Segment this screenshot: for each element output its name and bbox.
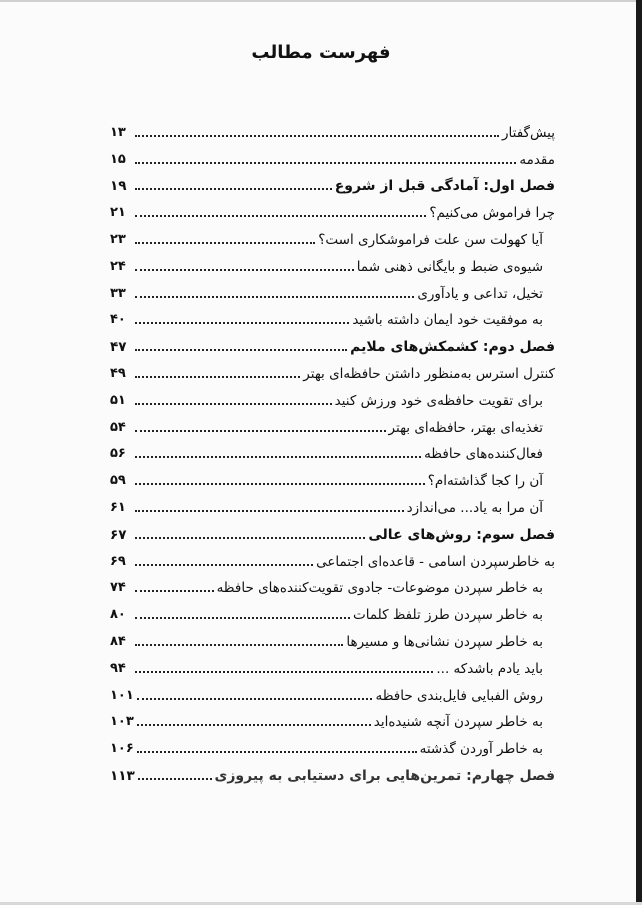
toc-entry[interactable] [110, 410, 555, 437]
toc-entry[interactable] [110, 651, 555, 678]
toc-entry-title: به خاطر سپردن موضوعات- جادوی تقویت‌کننده‌های حافظه [216, 580, 543, 597]
toc-entry-title: آیا کهولت سن علت فراموشکاری است؟ [318, 231, 543, 248]
dot-leader [135, 590, 214, 592]
toc-entry[interactable] [110, 142, 555, 169]
toc-entry-title: به خاطرسپردن اسامی - قاعده‌ای اجتماعی [316, 553, 555, 570]
dot-leader [135, 322, 349, 324]
toc-entry[interactable] [110, 624, 555, 651]
dot-leader [135, 510, 404, 512]
toc-entry-title: فصل دوم: کشمکش‌های ملایم [350, 339, 555, 356]
toc-page-number: ۱۹ [110, 178, 127, 195]
toc-entry[interactable] [110, 195, 555, 222]
toc-entry[interactable] [110, 222, 555, 249]
toc-entry[interactable] [110, 597, 555, 624]
toc-page-number: ۴۰ [110, 312, 126, 328]
page-top-edge [0, 0, 642, 2]
toc-page-number: ۲۴ [110, 258, 126, 274]
toc-entry-title: پیش‌گفتار [501, 124, 555, 141]
dot-leader [135, 269, 354, 271]
toc-page-number: ۵۶ [110, 446, 126, 462]
page-title: فهرست مطالب [251, 42, 391, 63]
toc-entry-title: تخیل، تداعی و یادآوری [417, 285, 543, 302]
toc-entry-title: کنترل استرس به‌منظور داشتن حافظه‌ای بهتر [303, 365, 555, 382]
dot-leader [138, 778, 212, 780]
dot-leader [135, 456, 421, 458]
toc-entry-title: فعال‌کننده‌های حافظه [424, 446, 543, 463]
toc-page-number: ۱۰۱ [110, 687, 134, 703]
toc-entry-title: فصل سوم: روش‌های عالی [368, 526, 555, 543]
dot-leader [135, 483, 425, 485]
toc-entry[interactable] [110, 571, 555, 598]
dot-leader [137, 724, 371, 726]
toc-entry[interactable] [110, 115, 555, 142]
toc-entry[interactable] [110, 249, 555, 276]
toc-page-number: ۲۳ [110, 231, 126, 247]
toc-entry-title: فصل اول: آمادگی قبل از شروع [334, 178, 555, 195]
toc-entry[interactable] [110, 437, 555, 464]
toc-page-number: ۴۷ [110, 339, 127, 356]
toc-page-number: ۴۹ [110, 365, 126, 381]
toc-entry-title: به خاطر سپردن طرز تلفظ کلمات [353, 607, 543, 624]
toc-entry-title: مقدمه [519, 151, 555, 168]
dot-leader [135, 671, 433, 673]
toc-page-number: ۸۴ [110, 633, 126, 649]
dot-leader [135, 537, 365, 539]
toc-entry-title: به موفقیت خود ایمان داشته باشید [352, 312, 543, 329]
dot-leader [135, 376, 300, 378]
toc-entry-title: آن مرا به یاد... می‌اندازد [406, 499, 543, 516]
toc-page-number: ۷۴ [110, 580, 126, 596]
toc-entry-title: آن را کجا گذاشته‌ام؟ [427, 473, 543, 490]
toc-entry-title: تغذیه‌ای بهتر، حافظه‌ای بهتر [388, 419, 543, 436]
toc-page-number: ۹۴ [110, 660, 126, 676]
toc-entry[interactable] [110, 490, 555, 517]
toc-page-number: ۱۰۳ [110, 714, 134, 730]
toc-entry[interactable] [110, 383, 555, 410]
toc-entry[interactable] [110, 356, 555, 383]
dot-leader [135, 215, 426, 217]
toc-entry[interactable] [110, 463, 555, 490]
toc-entry-title: چرا فراموش می‌کنیم؟ [429, 205, 555, 222]
toc-page-number: ۶۱ [110, 499, 126, 515]
dot-leader [135, 617, 350, 619]
dot-leader [135, 430, 386, 432]
table-of-contents [110, 115, 555, 785]
toc-page-number: ۶۷ [110, 526, 127, 543]
toc-page-number: ۲۱ [110, 205, 126, 221]
toc-entry[interactable] [110, 705, 555, 732]
toc-page-number: ۵۹ [110, 473, 126, 489]
dot-leader [135, 349, 347, 351]
toc-entry[interactable] [110, 544, 555, 571]
toc-entry-title: فصل چهارم: تمرین‌هایی برای دستیابی به پیروزی [214, 767, 555, 784]
dot-leader [135, 644, 343, 646]
dot-leader [137, 698, 373, 700]
toc-page-number: ۳۳ [110, 285, 126, 301]
toc-page-number: ۱۰۶ [110, 741, 134, 757]
toc-page-number: ۱۱۳ [110, 767, 135, 784]
toc-entry[interactable] [110, 731, 555, 758]
toc-entry-title: به خاطر سپردن نشانی‌ها و مسیرها [346, 633, 543, 650]
toc-entry-title: به خاطر سپردن آنچه شنیده‌اید [373, 714, 543, 731]
page-right-edge [636, 0, 642, 905]
toc-chapter-entry[interactable] [110, 169, 555, 196]
dot-leader [135, 188, 332, 190]
toc-chapter-entry[interactable] [110, 758, 555, 785]
toc-page-number: ۶۹ [110, 553, 126, 569]
dot-leader [135, 135, 499, 137]
dot-leader [135, 403, 332, 405]
toc-entry[interactable] [110, 303, 555, 330]
toc-entry-title: به خاطر آوردن گذشته [419, 741, 543, 758]
toc-entry[interactable] [110, 276, 555, 303]
toc-entry-title: برای تقویت حافظه‌ی خود ورزش کنید [334, 392, 543, 409]
toc-page-number: ۵۴ [110, 419, 126, 435]
dot-leader [135, 242, 315, 244]
toc-chapter-entry[interactable] [110, 517, 555, 544]
dot-leader [135, 564, 313, 566]
toc-chapter-entry[interactable] [110, 329, 555, 356]
toc-page-number: ۱۳ [110, 124, 126, 140]
toc-entry-title: باید یادم باشدکه ... [436, 660, 543, 677]
toc-page-number: ۸۰ [110, 607, 126, 623]
dot-leader [137, 751, 417, 753]
toc-page-number: ۵۱ [110, 392, 126, 408]
dot-leader [135, 296, 414, 298]
toc-entry-title: شیوه‌ی ضبط و بایگانی ذهنی شما [356, 258, 543, 275]
toc-entry-title: روش الفبایی فایل‌بندی حافظه [375, 687, 543, 704]
dot-leader [135, 162, 516, 164]
toc-page-number: ۱۵ [110, 151, 126, 167]
toc-entry[interactable] [110, 678, 555, 705]
